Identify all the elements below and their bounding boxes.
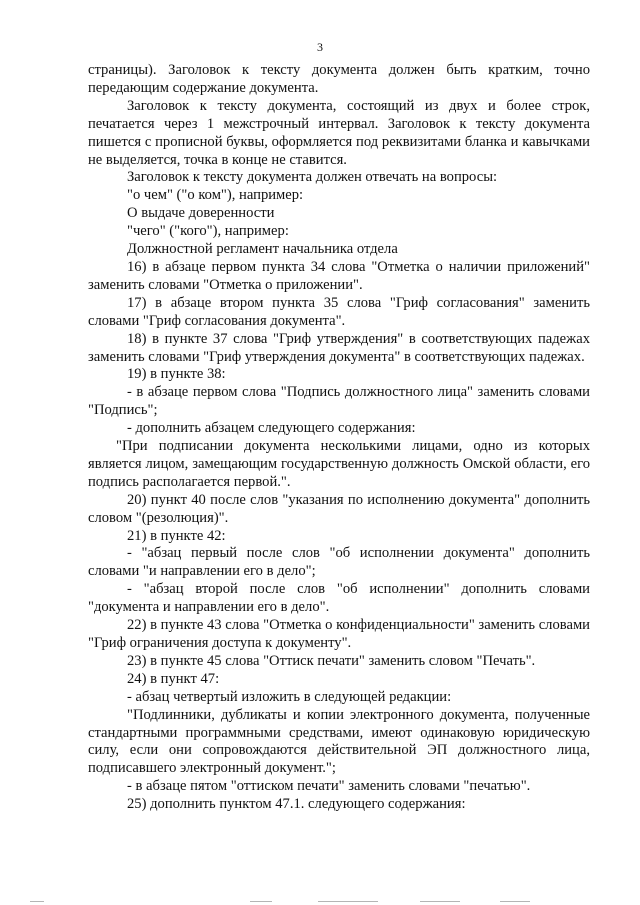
paragraph: - в абзаце пятом "оттиском печати" заменить словами "печатью". <box>127 778 531 795</box>
paragraph: "о чем" ("о ком"), например: <box>127 187 304 204</box>
scan-edge-artifact <box>0 897 640 905</box>
paragraph: - "абзац второй после слов "об исполнении" дополнить словами "документа и направлении его в дело". <box>88 581 590 616</box>
paragraph: - абзац четвертый изложить в следующей редакции: <box>127 688 452 705</box>
paragraph: "Подлинники, дубликаты и копии электронного документа, полученные стандартными программными средствами, имеют одинаковую юридическую силу, если они сопровождаются действительной ЭП должностного лица, подписавшего электронный документ."; <box>88 706 590 777</box>
paragraph: 23) в пункте 45 слова "Оттиск печати" заменить словом "Печать". <box>127 652 536 669</box>
paragraph: О выдаче доверенности <box>127 205 275 222</box>
paragraph: 20) пункт 40 после слов "указания по исполнению документа" дополнить словом "(резолюция)". <box>88 491 590 526</box>
paragraph: Заголовок к тексту документа, состоящий из двух и более строк, печатается через 1 межстрочный интервал. Заголовок к тексту документа пишется с прописной буквы, оформляется под реквизитами бланка и кавычками не выделяется, точка в конце не ставится. <box>88 97 590 168</box>
paragraph: 18) в пункте 37 слова "Гриф утверждения" в соответствующих падежах заменить словами "Гриф утверждения документа" в соответствующих падежах. <box>88 330 590 365</box>
paragraph: "При подписании документа несколькими лицами, одно из которых является лицом, замещающим государственную должность Омской области, его подпись располагается первой.". <box>88 438 590 490</box>
paragraph: 17) в абзаце втором пункта 35 слова "Гриф согласования" заменить словами "Гриф согласования документа". <box>88 294 590 329</box>
paragraph: 25) дополнить пунктом 47.1. следующего содержания: <box>127 796 466 813</box>
paragraph: - "абзац первый после слов "об исполнении документа" дополнить словами "и направлении его в дело"; <box>88 545 590 580</box>
paragraph: - дополнить абзацем следующего содержания: <box>127 420 416 437</box>
paragraph: 19) в пункте 38: <box>127 366 226 383</box>
paragraph: 16) в абзаце первом пункта 34 слова "Отметка о наличии приложений" заменить словами "Отметка о приложении". <box>88 258 590 293</box>
paragraph: 24) в пункт 47: <box>127 670 220 687</box>
paragraph: 21) в пункте 42: <box>127 527 226 544</box>
paragraph: "чего" ("кого"), например: <box>127 223 289 240</box>
paragraph: - в абзаце первом слова "Подпись должностного лица" заменить словами "Подпись"; <box>88 384 590 419</box>
paragraph: Должностной регламент начальника отдела <box>127 241 398 258</box>
page-number: 3 <box>317 40 323 54</box>
paragraph: страницы). Заголовок к тексту документа должен быть кратким, точно передающим содержание документа. <box>88 62 590 96</box>
document-body <box>88 62 590 814</box>
paragraph: Заголовок к тексту документа должен отвечать на вопросы: <box>127 169 498 186</box>
paragraph: 22) в пункте 43 слова "Отметка о конфиденциальности" заменить словами "Гриф ограничения доступа к документу". <box>88 617 590 651</box>
